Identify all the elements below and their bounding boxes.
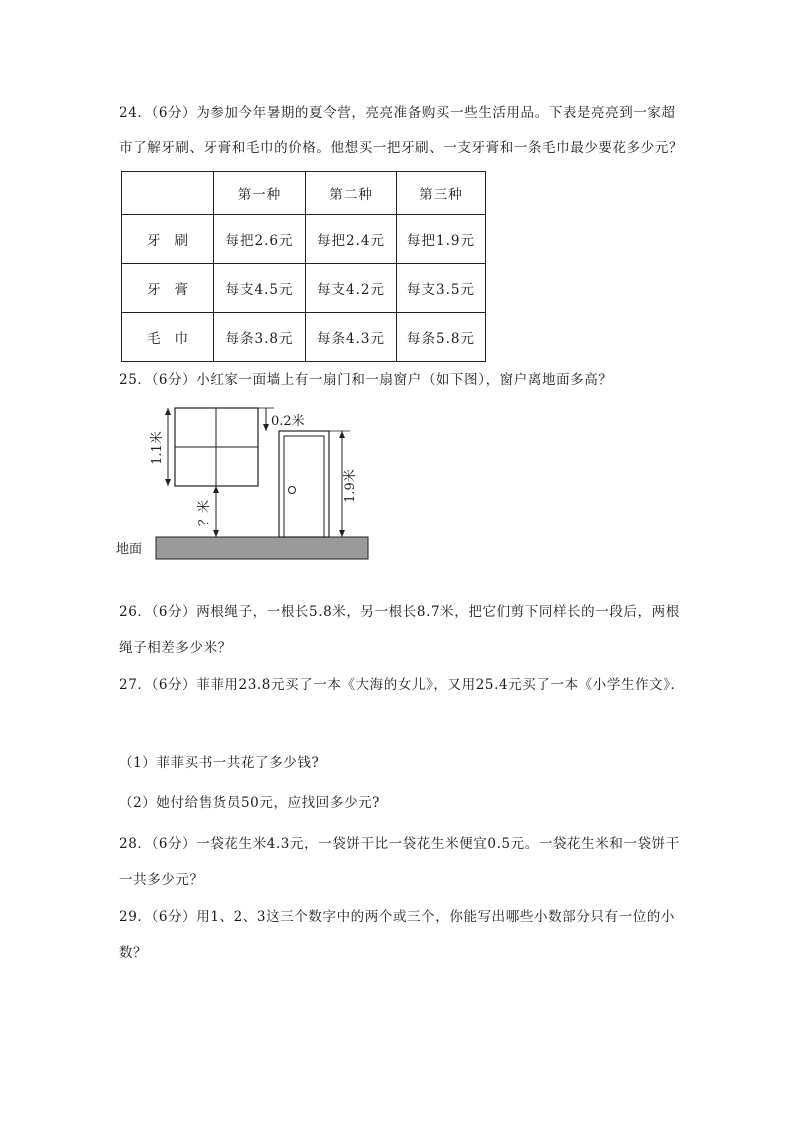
q25-text: 25．（6分）小红家一面墙上有一扇门和一扇窗户（如下图），窗户离地面多高？ — [119, 372, 613, 388]
ground-bar — [156, 537, 368, 559]
row-label: 牙膏 — [122, 264, 214, 313]
arrow-up-icon — [339, 431, 345, 438]
row-label: 牙刷 — [122, 215, 214, 264]
q26-text-line2: 绳子相差多少米？ — [119, 640, 232, 656]
door-shape — [279, 431, 329, 537]
table-row — [122, 215, 486, 264]
ground-label: 地面 — [116, 542, 143, 557]
q27-subquestion-2: （2）她付给售货员50元，应找回多少元? — [119, 795, 381, 811]
arrow-down-icon — [165, 479, 171, 486]
gap-label: 0.2米 — [271, 414, 305, 429]
q24-text-line2: 市了解牙刷、牙膏和毛巾的价格。他想买一把牙刷、一支牙膏和一条毛巾最少要花多少元？ — [119, 140, 683, 156]
table-cell: 每支4.2元 — [306, 264, 397, 313]
door-knob-icon — [289, 487, 296, 494]
window-shape — [175, 408, 258, 486]
door-height-label: 1.9米 — [343, 469, 358, 503]
unknown-height-label: ？米 — [197, 499, 212, 527]
q24-text-line1: 24．（6分）为参加今年暑期的夏令营，亮亮准备购买一些生活用品。下表是亮亮到一家超 — [119, 105, 676, 121]
table-header-cell — [122, 172, 214, 215]
q29-text-line2: 数？ — [119, 945, 148, 961]
arrow-down-icon — [213, 530, 219, 537]
table-row — [122, 313, 486, 362]
table-cell: 每条5.8元 — [397, 313, 486, 362]
table-cell: 每条3.8元 — [214, 313, 306, 362]
table-cell: 每把2.6元 — [214, 215, 306, 264]
table-cell: 每支3.5元 — [397, 264, 486, 313]
table-cell: 每把1.9元 — [397, 215, 486, 264]
row-label: 毛巾 — [122, 313, 214, 362]
table-cell: 每条4.3元 — [306, 313, 397, 362]
price-table — [121, 171, 486, 362]
q29-text-line1: 29．（6分）用1、2、3这三个数字中的两个或三个，你能写出哪些小数部分只有一位的小 — [119, 909, 675, 925]
table-header-cell: 第二种 — [306, 172, 397, 215]
arrow-down-icon — [263, 424, 269, 431]
window-height-label: 1.1米 — [150, 431, 165, 465]
q28-text-line2: 一共多少元？ — [119, 872, 204, 888]
arrow-down-icon — [339, 530, 345, 537]
q26-text-line1: 26．（6分）两根绳子，一根长5.8米，另一根长8.7米，把它们剪下同样长的一段后，两根 — [119, 604, 680, 620]
q28-text-line1: 28．（6分）一袋花生米4.3元，一袋饼干比一袋花生米便宜0.5元。一袋花生米和一袋饼干 — [119, 836, 680, 852]
q27-subquestion-1: （1）菲菲买书一共花了多少钱? — [119, 755, 320, 771]
q27-text-line1: 27．（6分）菲菲用23.8元买了一本《大海的女儿》，又用25.4元买了一本《小学生作文》． — [119, 677, 685, 693]
arrow-up-icon — [165, 408, 171, 415]
arrow-up-icon — [213, 486, 219, 493]
table-header-row — [122, 172, 486, 215]
table-row — [122, 264, 486, 313]
table-header-cell: 第一种 — [214, 172, 306, 215]
table-cell: 每支4.5元 — [214, 264, 306, 313]
table-header-cell: 第三种 — [397, 172, 486, 215]
table-cell: 每把2.4元 — [306, 215, 397, 264]
wall-figure — [116, 400, 376, 562]
